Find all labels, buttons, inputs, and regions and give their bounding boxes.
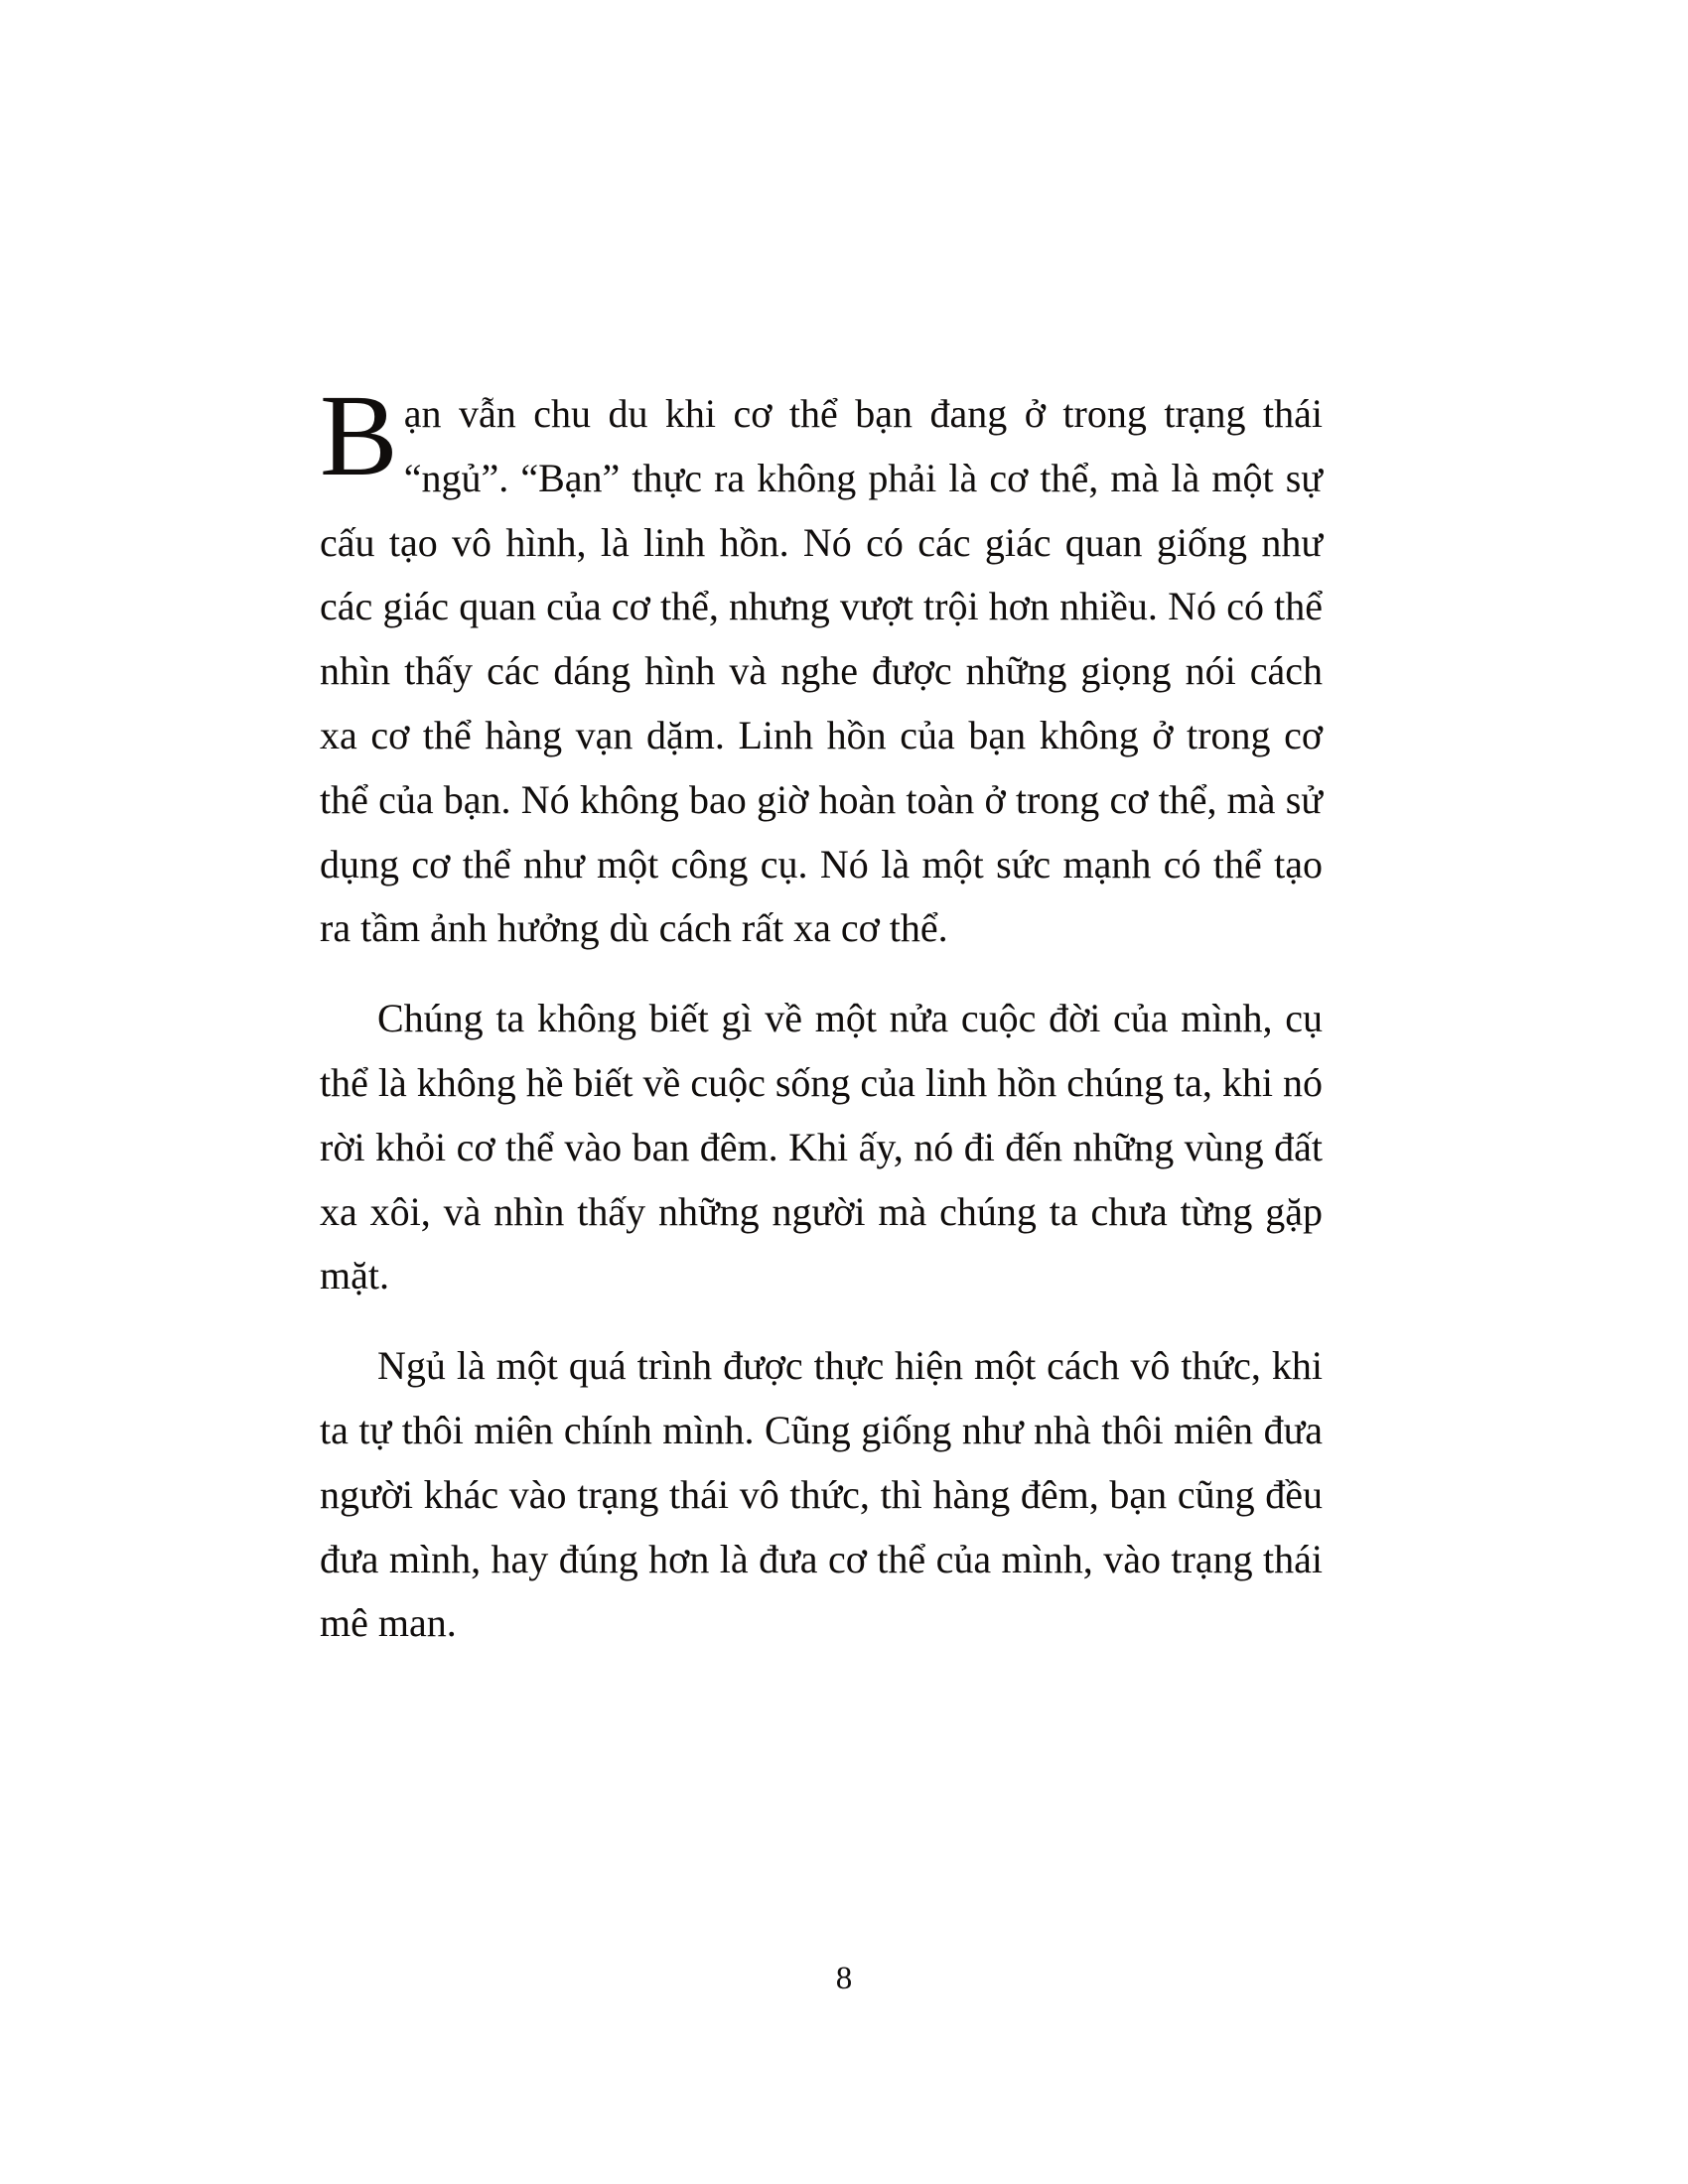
- drop-cap-letter: B: [320, 370, 398, 500]
- paragraph-3: Ngủ là một quá trình được thực hiện một cách vô thức, khi ta tự thôi miên chính mình. Cũng giống như nhà thôi miên đưa người khác vào trạng thái vô thức, thì hàng đêm, bạn cũng đều đưa mình, hay đúng hơn là đưa cơ thể của mình, vào trạng thái mê man.: [320, 1343, 1323, 1646]
- page-text-column: [320, 370, 1323, 1682]
- paragraph-1: [320, 370, 1323, 961]
- paragraph-2: Chúng ta không biết gì về một nửa cuộc đời của mình, cụ thể là không hề biết về cuộc sống của linh hồn chúng ta, khi nó rời khỏi cơ thể vào ban đêm. Khi ấy, nó đi đến những vùng đất xa xôi, và nhìn thấy những người mà chúng ta chưa từng gặp mặt.: [320, 996, 1323, 1298]
- page-number: 8: [835, 1961, 853, 1996]
- paragraph-1-text: ạn vẫn chu du khi cơ thể bạn đang ở trong trạng thái “ngủ”. “Bạn” thực ra không phải là cơ thể, mà là một sự cấu tạo vô hình, là linh hồn. Nó có các giác quan giống như các giác quan của cơ thể, nhưng vượt trội hơn nhiều. Nó có thể nhìn thấy các dáng hình và nghe được những giọng nói cách xa cơ thể hàng vạn dặm. Linh hồn của bạn không ở trong cơ thể của bạn. Nó không bao giờ hoàn toàn ở trong cơ thể, mà sử dụng cơ thể như một công cụ. Nó là một sức mạnh có thể tạo ra tầm ảnh hưởng dù cách rất xa cơ thể.: [320, 391, 1323, 951]
